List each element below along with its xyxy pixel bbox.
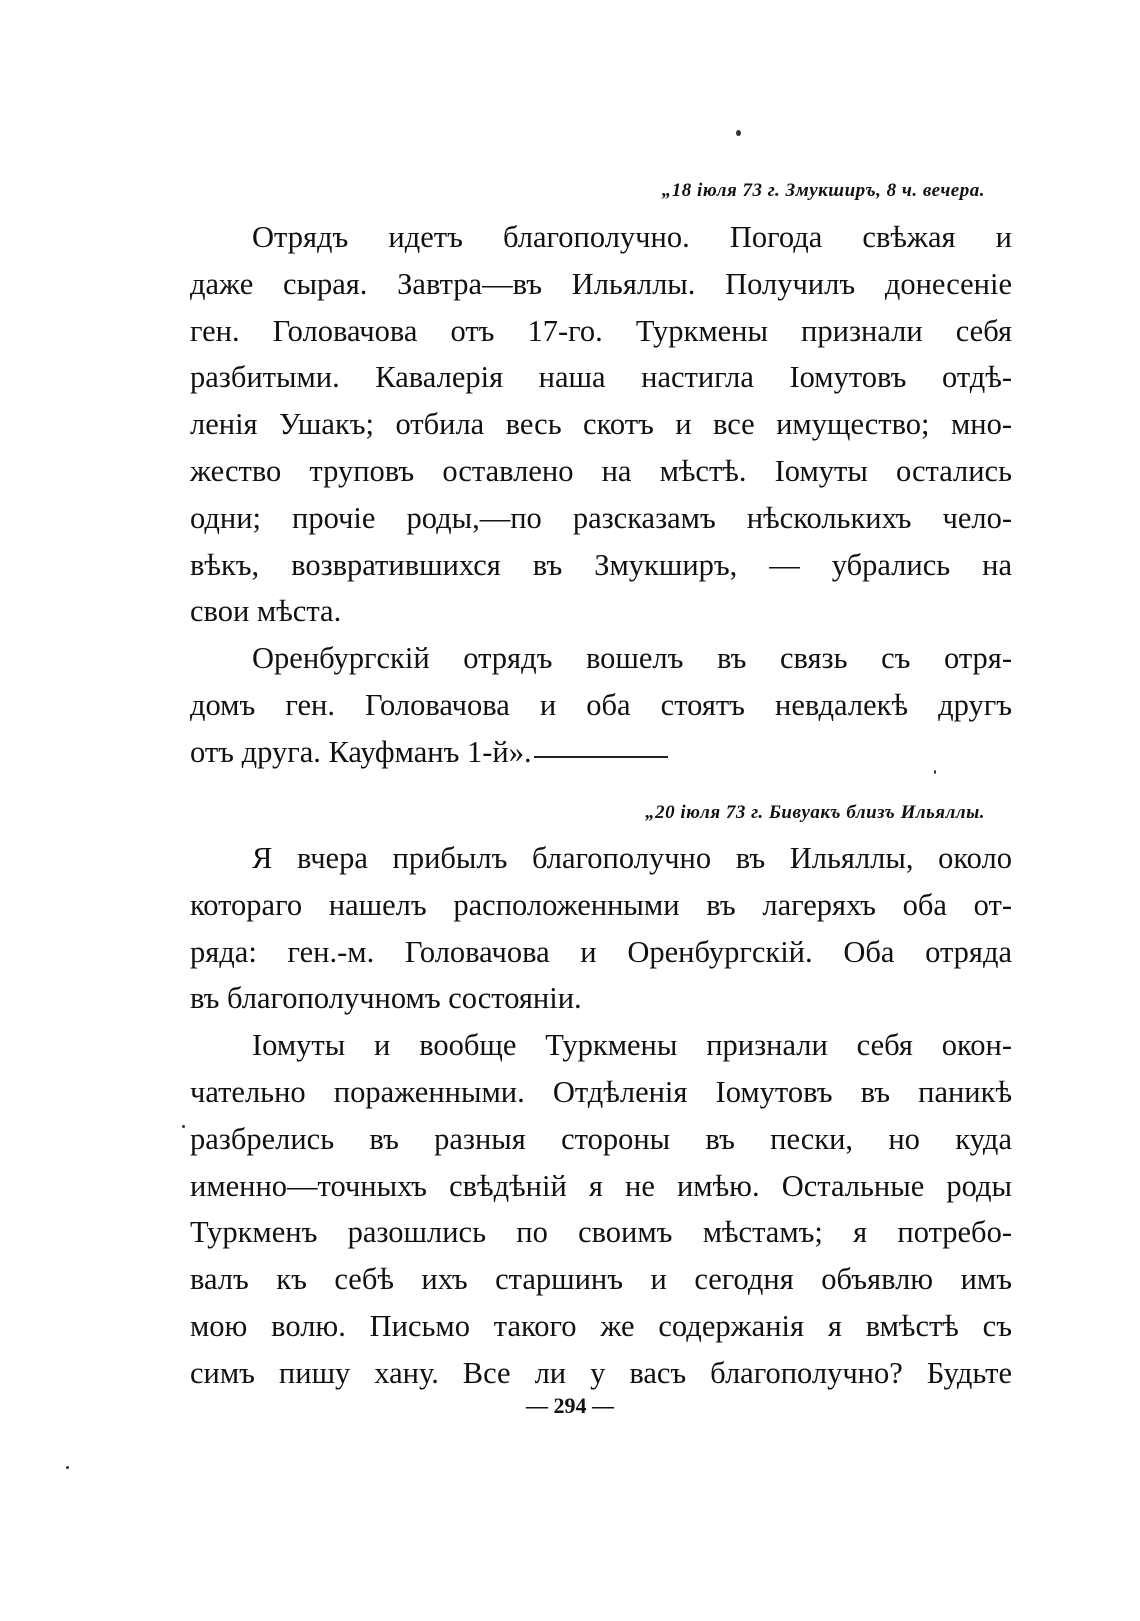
text-line: домъ ген. Головачова и оба стоятъ невдалекѣ другъ [190, 687, 1012, 722]
letter-2-body [190, 835, 1012, 1397]
text-line: ленія Ушакъ; отбила весь скотъ и все имущество; мно- [190, 407, 1012, 442]
dateline-letter-2: „20 іюля 73 г. Бивуакъ близъ Ильяллы. [645, 802, 985, 823]
text-line: мою волю. Письмо такого же содержанія я вмѣстѣ съ [190, 1308, 1012, 1343]
text-line: Я вчера прибылъ благополучно въ Ильяллы, около [252, 841, 1012, 875]
text-line: отъ друга. Кауфманъ 1-й». [190, 734, 532, 769]
text-line: симъ пишу хану. Все ли у васъ благополучно? Будьте [190, 1355, 1012, 1390]
text-line: жество труповъ оставлено на мѣстѣ. Іомуты остались [190, 453, 1012, 488]
scan-speck [182, 1125, 185, 1128]
text-line: ген. Головачова отъ 17-го. Туркмены признали себя [190, 313, 1012, 348]
section-separator [534, 756, 668, 758]
text-line: вѣкъ, возвратившихся въ Змукширъ, — убрались на [190, 547, 1012, 582]
text-line: ряда: ген.-м. Головачова и Оренбургскій. Оба отряда [190, 934, 1012, 969]
scan-speck [66, 1466, 69, 1469]
text-line: чательно пораженными. Отдѣленія Іомутовъ въ паникѣ [190, 1074, 1012, 1109]
text-line: Іомуты и вообще Туркмены признали себя окон- [252, 1028, 1012, 1063]
text-line: валъ къ себѣ ихъ старшинъ и сегодня объявлю имъ [190, 1262, 1012, 1297]
text-line: свои мѣста. [190, 594, 342, 629]
letter-1-body [190, 214, 1012, 776]
text-line: Оренбургскій отрядъ вошелъ въ связь съ отря- [252, 641, 1012, 676]
text-line: разбитыми. Кавалерія наша настигла Іомутовъ отдѣ- [190, 360, 1012, 395]
text-line: одни; прочіе роды,—по разсказамъ нѣсколькихъ чело- [190, 500, 1012, 535]
text-line: котораго нашелъ расположенными въ лагеряхъ оба от- [190, 887, 1012, 922]
text-line: даже сырая. Завтра—въ Ильяллы. Получилъ донесеніе [190, 266, 1012, 301]
scan-speck [934, 770, 936, 774]
text-line: Туркменъ разошлись по своимъ мѣстамъ; я потребо- [190, 1215, 1012, 1250]
dateline-letter-1: „18 іюля 73 г. Змукширъ, 8 ч. вечера. [661, 180, 985, 201]
text-line: разбрелись въ разныя стороны въ пески, но куда [190, 1121, 1012, 1156]
text-line: именно—точныхъ свѣдѣній я не имѣю. Остальные роды [190, 1168, 1012, 1203]
text-line: Отрядъ идетъ благополучно. Погода свѣжая и [252, 220, 1012, 254]
text-line: въ благополучномъ состояніи. [190, 981, 582, 1016]
scan-speck [736, 130, 741, 136]
page-number: — 294 — [526, 1393, 614, 1418]
